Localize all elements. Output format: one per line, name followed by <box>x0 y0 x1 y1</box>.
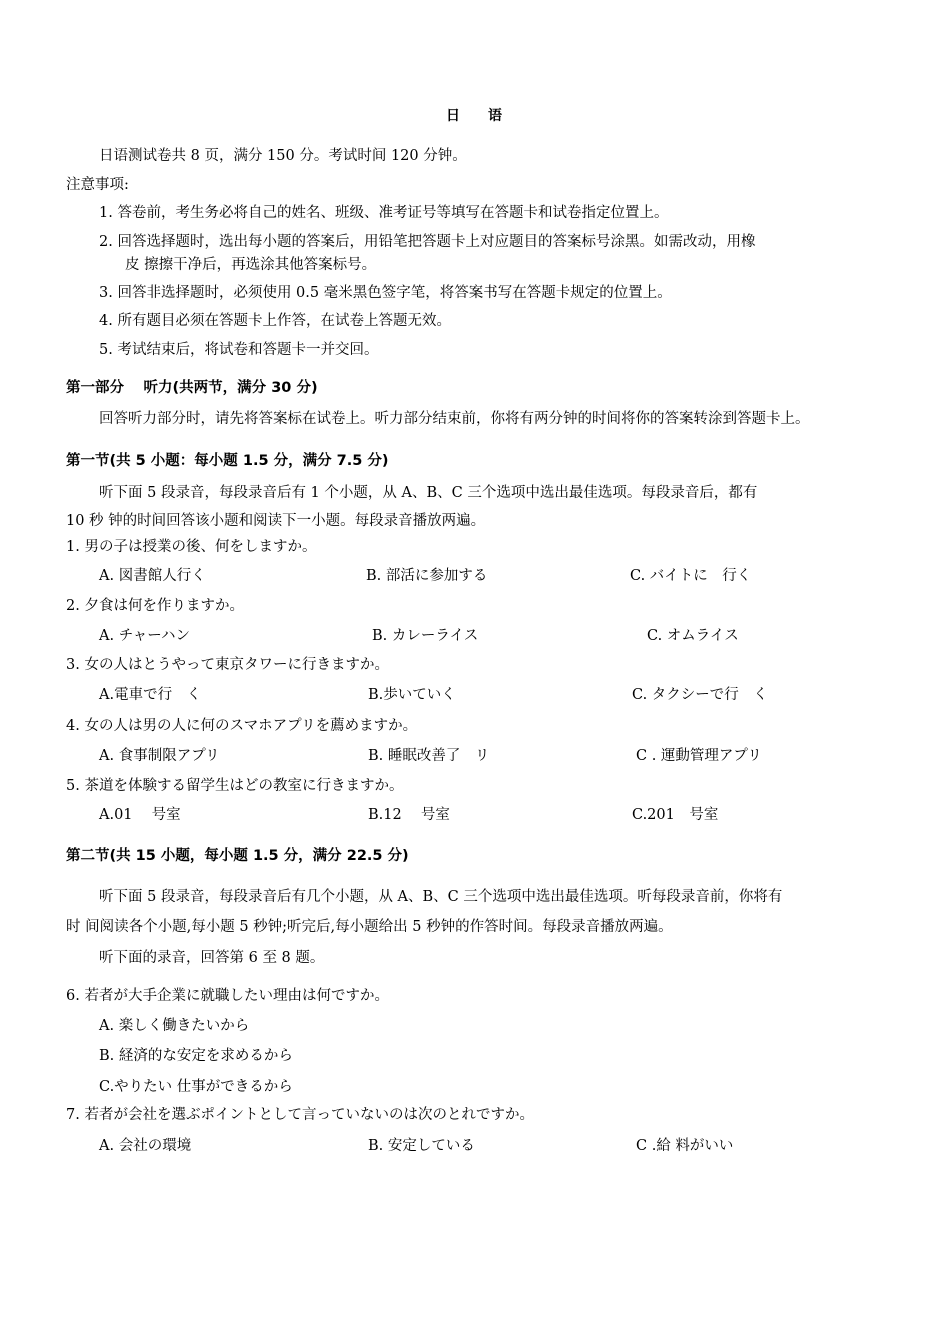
question-text: 7. 若者が会社を選ぶポイントとして言っていないのは次のとれですか。 <box>66 1107 534 1123</box>
option-b: B. 経済的な安定を求めるから <box>99 1048 293 1064</box>
option-c: C. オムライス <box>647 628 739 644</box>
note-item-continuation: 皮 擦擦干净后，再选涂其他答案标号。 <box>125 257 377 273</box>
page-title: 日 语 <box>446 108 502 124</box>
question-text: 3. 女の人はとうやって東京タワーに行きますか。 <box>66 657 389 673</box>
part1-instruction: 回答听力部分时，请先将答案标在试卷上。听力部分结束前，你将有两分钟的时间将你的答案转涂到答题卡上。 <box>99 411 810 427</box>
option-c: C . 運動管理アプリ <box>636 748 762 764</box>
part1-heading: 第一部分 听力(共两节，满分 30 分) <box>66 380 318 396</box>
note-item: 2. 回答选择题时，选出每小题的答案后，用铅笔把答题卡上对应题目的答案标号涂黑。如需改动，用橡 <box>99 234 756 250</box>
option-b: B.12 号室 <box>368 807 450 823</box>
option-b: B. 安定している <box>368 1138 475 1154</box>
question-text: 5. 茶道を体験する留学生はどの教室に行きますか。 <box>66 778 404 794</box>
question-text: 2. 夕食は何を作りますか。 <box>66 598 244 614</box>
section2-instruction: 听下面的录音，回答第 6 至 8 题。 <box>99 950 325 966</box>
option-c: C.やりたい 仕事ができるから <box>99 1079 293 1095</box>
note-item: 3. 回答非选择题时，必须使用 0.5 毫米黑色签字笔，将答案书写在答题卡规定的位置上。 <box>99 285 672 301</box>
option-c: C. バイトに 行く <box>630 568 752 584</box>
option-a: A. 会社の環境 <box>99 1138 192 1154</box>
section2-heading: 第二节(共 15 小题，每小题 1.5 分，满分 22.5 分) <box>66 848 409 864</box>
option-b: B.歩いていく <box>368 687 456 703</box>
option-a: A. 図書館人行く <box>99 568 206 584</box>
question-text: 4. 女の人は男の人に何のスマホアプリを薦めますか。 <box>66 718 418 734</box>
option-b: B. 部活に参加する <box>366 568 488 584</box>
question-text: 6. 若者が大手企業に就職したい理由は何ですか。 <box>66 988 389 1004</box>
option-a: A. チャーハン <box>99 628 191 644</box>
section2-instruction: 听下面 5 段录音，每段录音后有几个小题，从 A、B、C 三个选项中选出最佳选项。听每段录音前，你将有 <box>99 889 783 905</box>
option-b: B. カレーライス <box>372 628 479 644</box>
option-a: A. 食事制限アプリ <box>99 748 220 764</box>
option-a: A. 楽しく働きたいから <box>99 1018 250 1034</box>
section1-instruction: 听下面 5 段录音，每段录音后有 1 个小题，从 A、B、C 三个选项中选出最佳选项。每段录音后，都有 <box>99 485 758 501</box>
option-a: A.電車で行 く <box>99 687 202 703</box>
note-item: 1. 答卷前，考生务必将自己的姓名、班级、准考证号等填写在答题卡和试卷指定位置上。 <box>99 205 669 221</box>
section1-instruction: 10 秒 钟的时间回答该小题和阅读下一小题。每段录音播放两遍。 <box>66 513 486 529</box>
intro-text: 日语测试卷共 8 页，满分 150 分。考试时间 120 分钟。 <box>99 148 467 164</box>
question-text: 1. 男の子は授業の後、何をしますか。 <box>66 539 317 555</box>
option-b: B. 睡眠改善了 リ <box>368 748 490 764</box>
option-c: C .給 料がいい <box>636 1138 734 1154</box>
section2-instruction: 时 间阅读各个小题,每小题 5 秒钟;听完后,每小题给出 5 秒钟的作答时间。每段录音播放两遍。 <box>66 919 673 935</box>
section1-heading: 第一节(共 5 小题：每小题 1.5 分，满分 7.5 分) <box>66 453 389 469</box>
note-item: 4. 所有题目必须在答题卡上作答，在试卷上答题无效。 <box>99 313 451 329</box>
notes-heading: 注意事项: <box>66 177 129 193</box>
note-item: 5. 考试结束后，将试卷和答题卡一并交回。 <box>99 342 379 358</box>
option-c: C.201 号室 <box>632 807 719 823</box>
option-c: C. タクシーで行 く <box>632 687 768 703</box>
option-a: A.01 号室 <box>99 807 181 823</box>
